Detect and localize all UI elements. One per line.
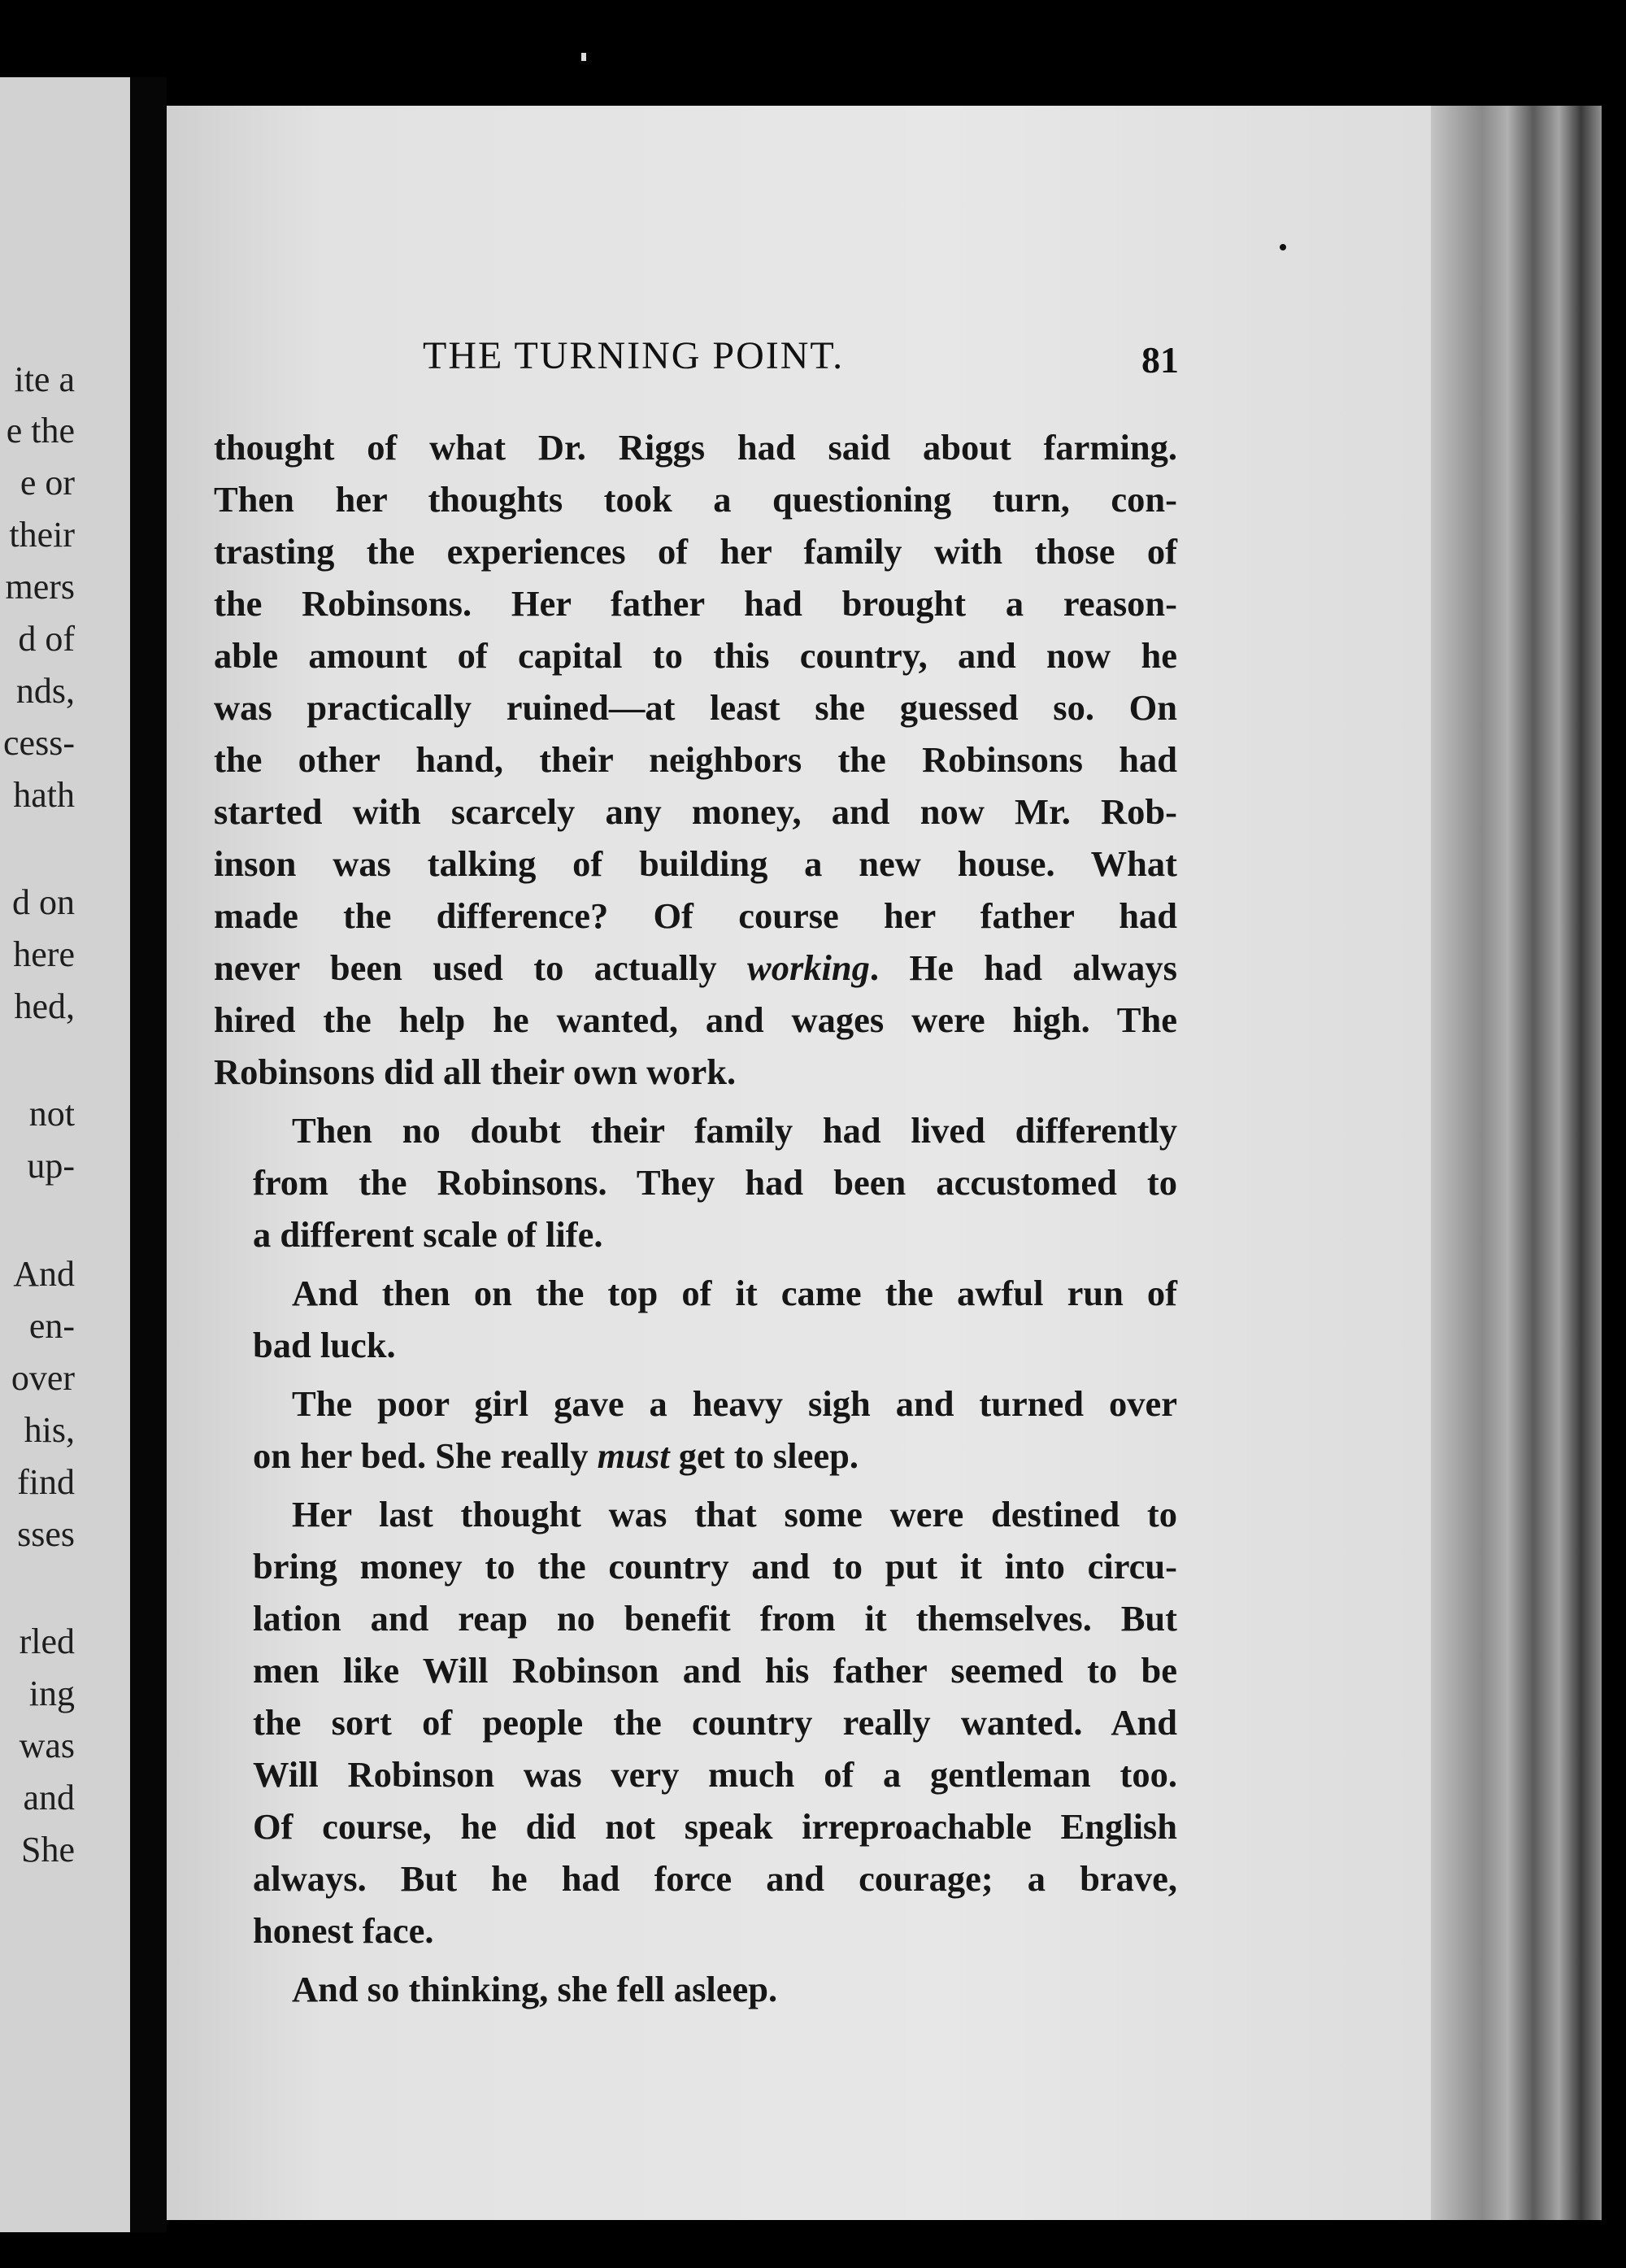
text-line: The poor girl gave a heavy sigh and turned over xyxy=(292,1383,1177,1424)
paragraph xyxy=(214,1104,1177,1260)
facing-page-text-fragment: find xyxy=(17,1462,75,1502)
text-line: always. But he had force and courage; a brave, xyxy=(253,1858,1177,1899)
facing-page-text-fragment: nds, xyxy=(15,671,75,711)
text-line: made the difference? Of course her father had xyxy=(214,895,1177,936)
text-line: able amount of capital to this country, and now he xyxy=(214,635,1177,676)
facing-page-text-fragment: hath xyxy=(13,775,75,815)
facing-page-text-fragment: e or xyxy=(20,463,75,503)
text-line: was practically ruined—at least she guessed so. On xyxy=(214,687,1177,728)
body-text xyxy=(214,421,1177,2022)
facing-page-text-fragment: mers xyxy=(5,567,75,607)
line-text: never been used to actually xyxy=(214,947,748,988)
emphasis: working xyxy=(747,947,870,988)
text-line: from the Robinsons. They had been accustomed to xyxy=(253,1162,1177,1203)
page-number: 81 xyxy=(1141,339,1179,381)
paragraph xyxy=(214,1488,1177,1957)
text-line: men like Will Robinson and his father seemed to be xyxy=(253,1650,1177,1691)
text-line: And so thinking, she fell asleep. xyxy=(292,1969,778,2009)
running-title: THE TURNING POINT. xyxy=(423,334,845,377)
text-line-with-emphasis xyxy=(214,942,1177,994)
text-line: inson was talking of building a new house. What xyxy=(214,843,1177,884)
text-line: thought of what Dr. Riggs had said about farming. xyxy=(214,427,1177,468)
facing-page-text-fragment: d of xyxy=(18,619,75,659)
text-line: trasting the experiences of her family with those of xyxy=(214,531,1177,572)
text-line: Her last thought was that some were destined to xyxy=(292,1494,1177,1534)
line-text: . He had always xyxy=(869,947,1177,988)
text-line: honest face. xyxy=(253,1910,434,1951)
text-line: the other hand, their neighbors the Robinsons had xyxy=(214,739,1177,780)
text-line: lation and reap no benefit from it themselves. But xyxy=(253,1598,1177,1639)
paper-fleck xyxy=(581,53,586,61)
facing-page-text-fragment: ite a xyxy=(14,359,75,399)
facing-page-text-fragment: d on xyxy=(12,882,75,922)
text-line: Of course, he did not speak irreproachable English xyxy=(253,1806,1177,1847)
facing-page-fragment xyxy=(0,77,130,2232)
facing-page-text-fragment: here xyxy=(13,934,75,974)
emphasis: must xyxy=(597,1435,670,1476)
facing-page-text-fragment: their xyxy=(9,515,75,555)
facing-page-text-fragment: sses xyxy=(17,1514,75,1554)
line-text: get to sleep. xyxy=(669,1435,859,1476)
facing-page-text-fragment: and xyxy=(23,1778,75,1817)
facing-page-text-fragment: was xyxy=(19,1726,75,1765)
line-text: on her bed. She really xyxy=(253,1435,598,1476)
running-header xyxy=(423,333,1179,382)
facing-page-text-fragment: cess- xyxy=(3,723,75,763)
book-gutter xyxy=(130,77,167,2232)
text-line: the sort of people the country really wanted. And xyxy=(253,1702,1177,1743)
facing-page-text-fragment: e the xyxy=(6,411,75,451)
text-line: a different scale of life. xyxy=(253,1214,603,1255)
paragraph xyxy=(214,1378,1177,1482)
page-edges xyxy=(1431,106,1602,2220)
facing-page-text-fragment: over xyxy=(11,1358,75,1398)
facing-page-text-fragment: She xyxy=(21,1830,75,1870)
text-line: Will Robinson was very much of a gentleman too. xyxy=(253,1754,1177,1795)
text-line: Then no doubt their family had lived differently xyxy=(292,1110,1177,1151)
facing-page-text-fragment: not xyxy=(28,1094,75,1134)
facing-page-text-fragment: en- xyxy=(28,1306,75,1346)
facing-page-text-fragment: ing xyxy=(28,1674,75,1713)
text-line: hired the help he wanted, and wages were high. The xyxy=(214,999,1177,1040)
text-line: bad luck. xyxy=(253,1325,396,1365)
text-line-with-emphasis xyxy=(214,1430,1177,1482)
paragraph xyxy=(214,1963,1177,2015)
paragraph xyxy=(214,421,1177,1098)
paragraph xyxy=(214,1267,1177,1371)
facing-page-text-fragment: hed, xyxy=(14,986,75,1026)
text-line: bring money to the country and to put it into circu- xyxy=(253,1546,1177,1587)
facing-page-text-fragment: And xyxy=(13,1254,75,1294)
facing-page-text-fragment: rled xyxy=(19,1622,75,1661)
text-line: Then her thoughts took a questioning turn, con- xyxy=(214,479,1177,520)
ink-speck xyxy=(1280,244,1286,250)
facing-page-text-fragment: up- xyxy=(27,1146,75,1186)
text-line: Robinsons did all their own work. xyxy=(214,1051,737,1092)
text-line: the Robinsons. Her father had brought a reason- xyxy=(214,583,1177,624)
text-line: And then on the top of it came the awful run of xyxy=(292,1273,1177,1313)
text-line: started with scarcely any money, and now Mr. Rob- xyxy=(214,791,1177,832)
facing-page-text-fragment: his, xyxy=(24,1410,75,1450)
